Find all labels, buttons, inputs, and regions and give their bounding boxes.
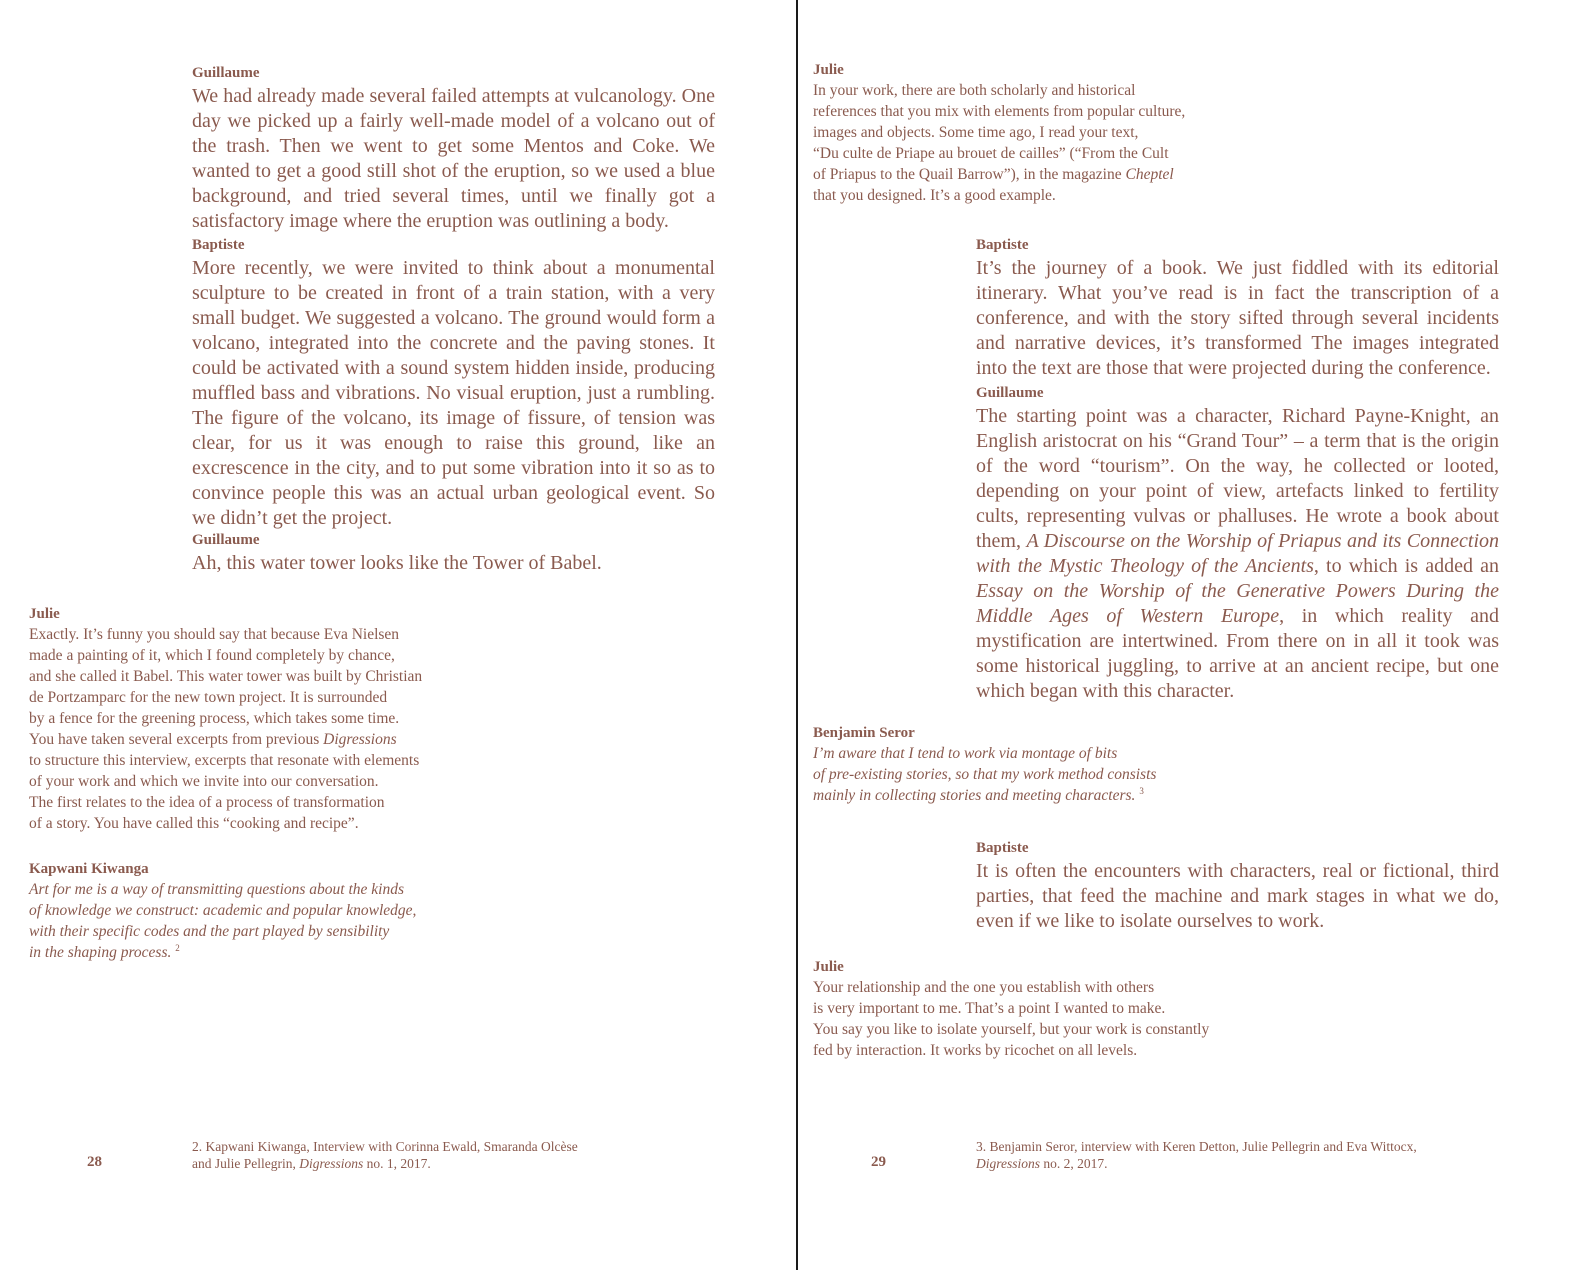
- text-span: mainly in collecting stories and meeting characters.: [813, 787, 1136, 804]
- text-line: Exactly. It’s funny you should say that because Eva Nielsen: [29, 626, 400, 643]
- footnote: [192, 1138, 752, 1172]
- footnote: [976, 1138, 1566, 1172]
- text-line: fed by interaction. It works by ricochet on all levels.: [813, 1042, 1138, 1059]
- answer-text: We had already made several failed attempts at vulcanology. One day we picked up a fairly well-made model of a volcano out of the trash. Then we went to get some Mentos and Coke. We wanted to get a good still shot of the eruption, so we used a blue background, and tried several times, until we finally got a satisfactory image where the eruption was outlining a body.: [192, 85, 715, 232]
- footnote-line: [976, 1155, 1566, 1172]
- speaker-name: Guillaume: [192, 532, 260, 548]
- text-line: of your work and which we invite into our conversation.: [29, 773, 379, 790]
- answer-text: [976, 404, 1499, 704]
- book-title: A Discourse on the Worship of Priapus and its Connection with the Mystic Theology of the Ancients: [976, 530, 1499, 577]
- text-line: of pre-existing stories, so that my work method consists: [813, 766, 1157, 783]
- text-span: no. 1, 2017.: [363, 1156, 431, 1171]
- quote-text: [813, 743, 1333, 806]
- text-line: de Portzamparc for the new town project. It is surrounded: [29, 689, 388, 706]
- speaker-name: Kapwani Kiwanga: [29, 861, 149, 877]
- text-line: that you designed. It’s a good example.: [813, 187, 1056, 204]
- text-line: made a painting of it, which I found completely by chance,: [29, 647, 395, 664]
- publication-title: Digressions: [976, 1156, 1041, 1171]
- text-span: no. 2, 2017.: [1040, 1156, 1108, 1171]
- speaker-name: Baptiste: [976, 237, 1029, 253]
- text-line: of a story. You have called this “cooking and recipe”.: [29, 815, 359, 832]
- text-span: You have taken several excerpts from previous: [29, 731, 324, 748]
- text-line: of knowledge we construct: academic and popular knowledge,: [29, 902, 417, 919]
- publication-title: Digressions: [299, 1156, 364, 1171]
- footnote-ref: 2: [175, 942, 180, 953]
- speaker-name: Guillaume: [976, 385, 1044, 401]
- text-line: [29, 942, 549, 963]
- text-line: images and objects. Some time ago, I read your text,: [813, 124, 1139, 141]
- footnote-ref: 3: [1139, 785, 1144, 796]
- page-number: 28: [87, 1154, 102, 1170]
- speaker-name: Julie: [813, 959, 844, 975]
- text-line: You say you like to isolate yourself, but your work is constantly: [813, 1021, 1210, 1038]
- text-line: The first relates to the idea of a process of transformation: [29, 794, 385, 811]
- publication-title: Cheptel: [1125, 166, 1174, 183]
- speaker-name: Guillaume: [192, 65, 260, 81]
- text-line: [813, 785, 1333, 806]
- book-title: Essay on the Worship of the Generative Powers During the Middle Ages of Western Europe: [976, 580, 1499, 627]
- speaker-name: Baptiste: [192, 237, 245, 253]
- footnote-line: 2. Kapwani Kiwanga, Interview with Corinna Ewald, Smaranda Olcèse: [192, 1139, 578, 1154]
- text-line: [29, 729, 549, 750]
- footnote-line: 3. Benjamin Seror, interview with Keren Detton, Julie Pellegrin and Eva Wittocx,: [976, 1139, 1417, 1154]
- speaker-name: Julie: [813, 62, 844, 78]
- speaker-name: Benjamin Seror: [813, 725, 915, 741]
- quote-text: [29, 879, 549, 963]
- footnote-line: [192, 1155, 752, 1172]
- text-line: and she called it Babel. This water tower was built by Christian: [29, 668, 423, 685]
- text-span: , to which is added an: [1313, 555, 1499, 577]
- publication-title: Digressions: [323, 731, 397, 748]
- text-line: I’m aware that I tend to work via montage of bits: [813, 745, 1118, 762]
- text-span: The starting point was a character, Richard Payne-Knight, an English aristocrat on his “Grand Tour” – a term that is the origin of the word “tourism”. On the way, he collected or looted, depending on your point of view, artefacts linked to fertility cults, representing vulvas or phalluses. He wrote a book about them,: [976, 405, 1499, 552]
- answer-text: It’s the journey of a book. We just fiddled with its editorial itinerary. What you’ve read is in fact the transcription of a conference, and with the story sifted through several incidents and narrative devices, it’s transformed The images integrated into the text are those that were projected during the conference.: [976, 257, 1499, 379]
- right-page: [799, 0, 1594, 1270]
- text-line: by a fence for the greening process, which takes some time.: [29, 710, 400, 727]
- text-line: to structure this interview, excerpts that resonate with elements: [29, 752, 420, 769]
- text-span: of Priapus to the Quail Barrow”), in the magazine: [813, 166, 1126, 183]
- text-line: Art for me is a way of transmitting questions about the kinds: [29, 881, 405, 898]
- text-span: and Julie Pellegrin,: [192, 1156, 300, 1171]
- text-line: with their specific codes and the part played by sensibility: [29, 923, 390, 940]
- answer-text: It is often the encounters with characters, real or fictional, third parties, that feed the machine and mark stages in what we do, even if we like to isolate ourselves to work.: [976, 860, 1499, 932]
- text-span: , in which reality and mystification are intertwined. From there on in all it took was some historical juggling, to arrive at an ancient recipe, but one which began with this character.: [976, 605, 1499, 702]
- question-text: [813, 80, 1333, 206]
- text-line: Your relationship and the one you establish with others: [813, 979, 1155, 996]
- page-number: 29: [871, 1154, 886, 1170]
- text-line: In your work, there are both scholarly and historical: [813, 82, 1136, 99]
- speaker-name: Julie: [29, 606, 60, 622]
- answer-text: Ah, this water tower looks like the Tower of Babel.: [192, 552, 602, 574]
- text-line: [813, 164, 1333, 185]
- answer-text: More recently, we were invited to think about a monumental sculpture to be created in front of a train station, with a very small budget. We suggested a volcano. The ground would form a volcano, integrated into the concrete and the paving stones. It could be activated with a sound system hidden inside, producing muffled bass and vibrations. No visual eruption, just a rumbling. The figure of the volcano, its image of fissure, of tension was clear, for us it was enough to raise this ground, like an excrescence in the city, and to put some vibration into it so as to convince people this was an actual urban geological event. So we didn’t get the project.: [192, 257, 715, 529]
- text-line: “Du culte de Priape au brouet de cailles” (“From the Cult: [813, 145, 1169, 162]
- text-span: in the shaping process.: [29, 944, 172, 961]
- speaker-name: Baptiste: [976, 840, 1029, 856]
- text-line: is very important to me. That’s a point I wanted to make.: [813, 1000, 1166, 1017]
- text-line: references that you mix with elements from popular culture,: [813, 103, 1186, 120]
- question-text: [813, 977, 1333, 1061]
- question-text: [29, 624, 549, 834]
